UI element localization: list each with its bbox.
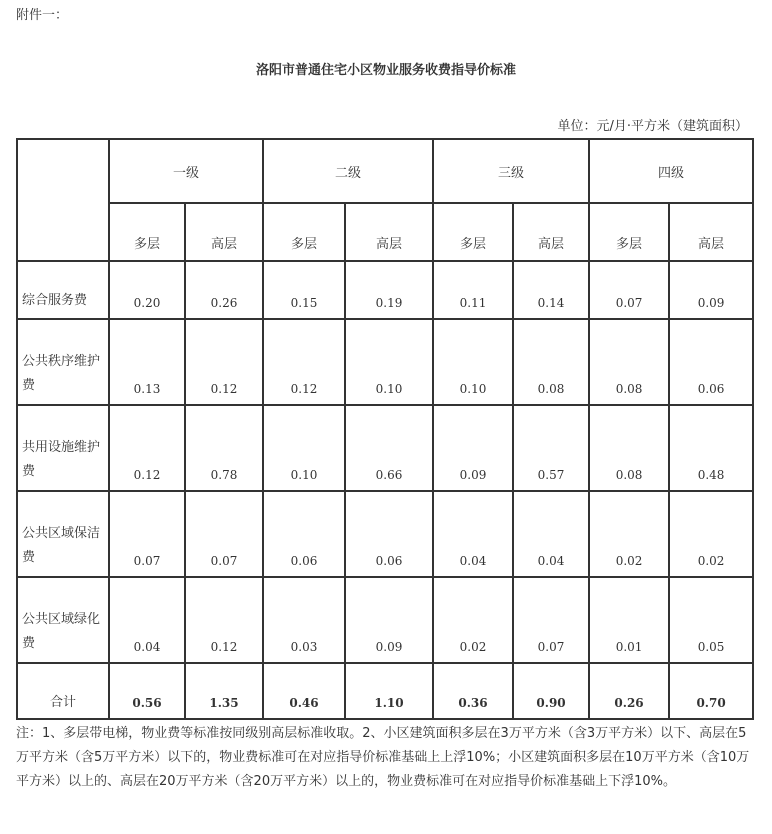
- attachment-label: 附件一：: [16, 8, 69, 23]
- value-cell: 0.07: [109, 491, 185, 577]
- table-row: [17, 577, 753, 663]
- value-cell: 0.12: [109, 405, 185, 491]
- row-label: 综合服务费: [17, 261, 109, 319]
- level-header-row: [17, 139, 753, 203]
- value-cell: 0.19: [345, 261, 433, 319]
- value-cell: 0.06: [345, 491, 433, 577]
- value-cell: 0.02: [433, 577, 513, 663]
- value-cell: 0.78: [185, 405, 263, 491]
- value-cell: 0.20: [109, 261, 185, 319]
- total-cell: 1.35: [185, 663, 263, 719]
- unit-label: 单位：元/月·平方米（建筑面积）: [557, 119, 748, 134]
- value-cell: 0.02: [669, 491, 753, 577]
- value-cell: 0.04: [513, 491, 589, 577]
- footnote: 注：1、多层带电梯，物业费等标准按同级别高层标准收取。2、小区建筑面积多层在3万平方米（含3万平方米）以下、高层在5万平方米（含5万平方米）以下的，物业费标准可在对应指导价标准基础上上浮10%；小区建筑面积多层在10万平方米（含10万平方米）以上的、高层在20万平方米（含20万平方米）以上的，物业费标准可在对应指导价标准基础上下浮10%。: [16, 726, 750, 789]
- value-cell: 0.02: [589, 491, 669, 577]
- sub-header-cell: 多层: [589, 203, 669, 261]
- value-cell: 0.09: [433, 405, 513, 491]
- row-label: 公共区域保洁费: [17, 491, 109, 577]
- value-cell: 0.03: [263, 577, 345, 663]
- value-cell: 0.06: [669, 319, 753, 405]
- row-label: 公共区域绿化费: [17, 577, 109, 663]
- sub-header-cell: 多层: [109, 203, 185, 261]
- value-cell: 0.08: [589, 405, 669, 491]
- sub-header-cell: 高层: [513, 203, 589, 261]
- level-header-3: 三级: [433, 139, 589, 203]
- value-cell: 0.11: [433, 261, 513, 319]
- total-row: [17, 663, 753, 719]
- value-cell: 0.09: [669, 261, 753, 319]
- value-cell: 0.10: [433, 319, 513, 405]
- value-cell: 0.48: [669, 405, 753, 491]
- row-label: 公共秩序维护费: [17, 319, 109, 405]
- table-row: [17, 319, 753, 405]
- value-cell: 0.08: [513, 319, 589, 405]
- table-row: [17, 261, 753, 319]
- total-cell: 0.56: [109, 663, 185, 719]
- table-row: [17, 491, 753, 577]
- value-cell: 0.57: [513, 405, 589, 491]
- value-cell: 0.12: [263, 319, 345, 405]
- value-cell: 0.14: [513, 261, 589, 319]
- value-cell: 0.05: [669, 577, 753, 663]
- value-cell: 0.01: [589, 577, 669, 663]
- row-label: 合计: [17, 663, 109, 719]
- corner-cell: [17, 139, 109, 261]
- value-cell: 0.12: [185, 577, 263, 663]
- sub-header-cell: 高层: [669, 203, 753, 261]
- value-cell: 0.04: [433, 491, 513, 577]
- value-cell: 0.10: [263, 405, 345, 491]
- value-cell: 0.07: [589, 261, 669, 319]
- value-cell: 0.04: [109, 577, 185, 663]
- level-header-4: 四级: [589, 139, 753, 203]
- level-header-1: 一级: [109, 139, 263, 203]
- sub-header-cell: 多层: [433, 203, 513, 261]
- sub-header-row: [17, 203, 753, 261]
- value-cell: 0.07: [513, 577, 589, 663]
- value-cell: 0.15: [263, 261, 345, 319]
- total-cell: 0.70: [669, 663, 753, 719]
- sub-header-cell: 高层: [345, 203, 433, 261]
- value-cell: 0.08: [589, 319, 669, 405]
- row-label: 共用设施维护费: [17, 405, 109, 491]
- page-title: 洛阳市普通住宅小区物业服务收费指导价标准: [255, 63, 516, 78]
- value-cell: 0.13: [109, 319, 185, 405]
- value-cell: 0.10: [345, 319, 433, 405]
- value-cell: 0.12: [185, 319, 263, 405]
- total-cell: 0.26: [589, 663, 669, 719]
- fee-standard-table: [16, 138, 754, 720]
- total-cell: 0.46: [263, 663, 345, 719]
- value-cell: 0.66: [345, 405, 433, 491]
- value-cell: 0.07: [185, 491, 263, 577]
- value-cell: 0.26: [185, 261, 263, 319]
- total-cell: 0.90: [513, 663, 589, 719]
- total-cell: 0.36: [433, 663, 513, 719]
- sub-header-cell: 高层: [185, 203, 263, 261]
- value-cell: 0.06: [263, 491, 345, 577]
- table-row: [17, 405, 753, 491]
- sub-header-cell: 多层: [263, 203, 345, 261]
- level-header-2: 二级: [263, 139, 433, 203]
- value-cell: 0.09: [345, 577, 433, 663]
- total-cell: 1.10: [345, 663, 433, 719]
